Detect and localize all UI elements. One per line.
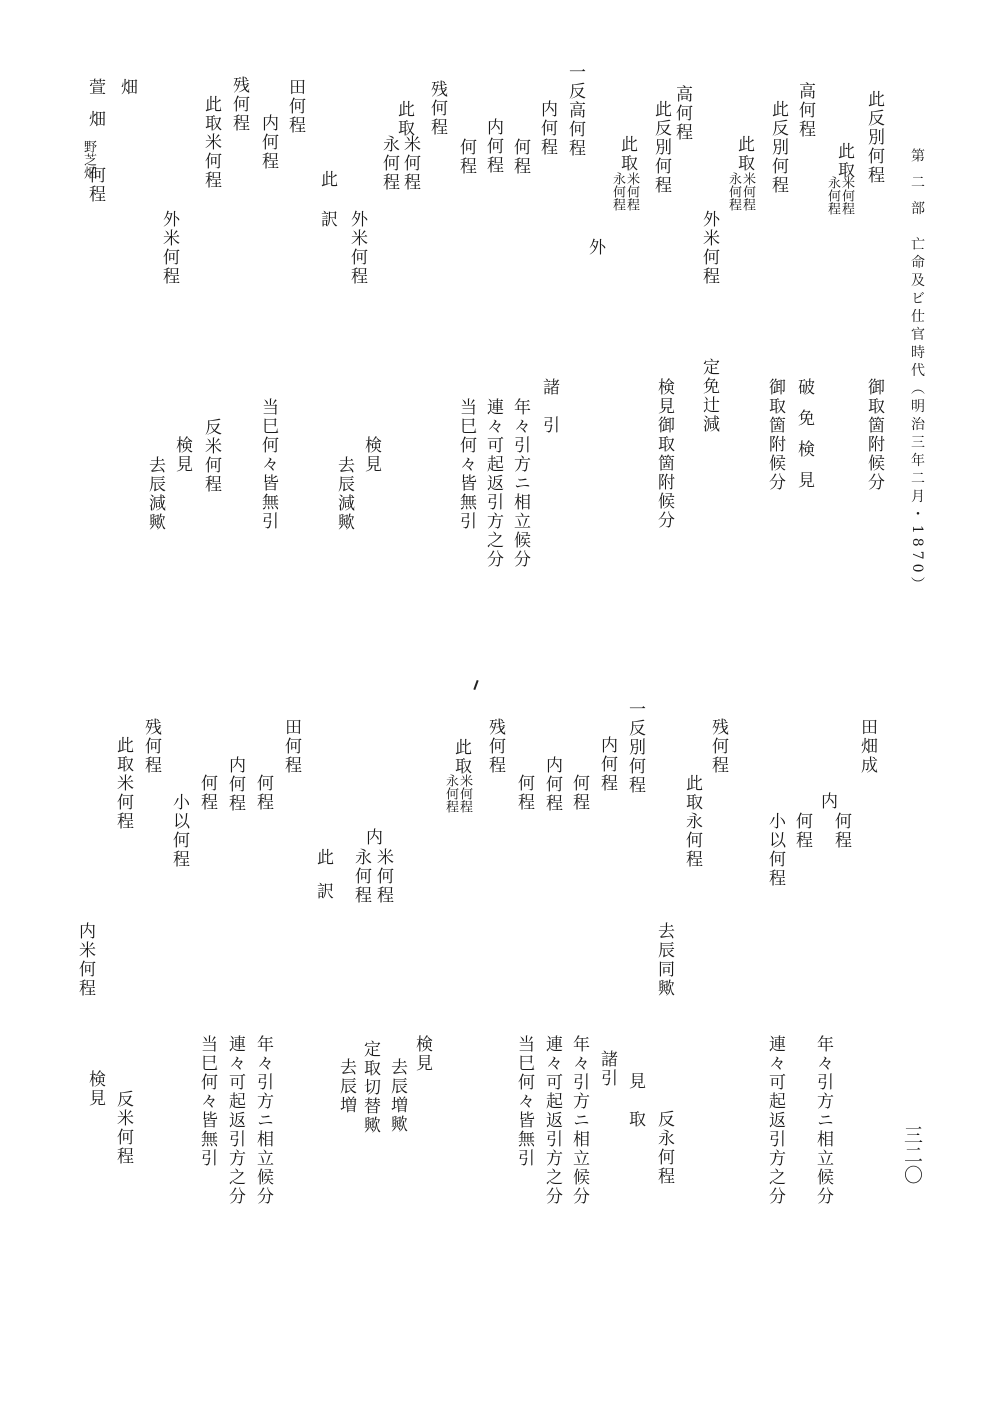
text-column: 此取米何程 <box>201 95 221 190</box>
stray-mark <box>473 680 478 690</box>
text-column: 年々引方ニ相立候分 <box>253 1035 273 1206</box>
text-column-small: 米何程 <box>457 774 472 813</box>
text-column: 反米何程 <box>113 1090 133 1166</box>
text-column: 連々可起返引方之分 <box>483 398 503 569</box>
text-column: 諸 <box>539 378 559 397</box>
text-column: 何程 <box>197 774 217 812</box>
text-column: 定免辻減 <box>699 358 719 434</box>
text-column: 永何程 <box>351 848 371 905</box>
text-column: 田畑成 <box>857 718 877 775</box>
text-column: 連々可起返引方之分 <box>542 1035 562 1206</box>
text-column: 小以何程 <box>169 793 189 869</box>
text-column: 米何程 <box>373 848 393 905</box>
text-column: 検見 <box>361 436 381 474</box>
text-column: 連々可起返引方之分 <box>225 1035 245 1206</box>
text-column: 永何程 <box>379 135 399 192</box>
text-column: 此取永何程 <box>682 774 702 869</box>
text-column-small: 野芝畑 <box>81 140 96 179</box>
text-column: 何程 <box>456 138 476 176</box>
text-column: 年々引方ニ相立候分 <box>569 1035 589 1206</box>
running-header: 第 二 部 亡命及ビ仕官時代（明治三年二月・1870） <box>909 148 925 595</box>
text-column: 去辰減歟 <box>334 456 354 532</box>
text-column: 検見 <box>172 436 192 474</box>
text-column: 残何程 <box>427 80 447 137</box>
text-column: 畑 <box>85 110 105 129</box>
text-column: 一反別何程 <box>625 700 645 795</box>
text-column: 内米何程 <box>75 922 95 998</box>
text-column: 残何程 <box>229 76 249 133</box>
text-column: 残何程 <box>708 718 728 775</box>
text-column-small: 永何程 <box>726 172 741 211</box>
text-column: 内何程 <box>483 118 503 175</box>
text-column-small: 米何程 <box>740 172 755 211</box>
text-column: 去辰減歟 <box>145 456 165 532</box>
text-column: 去辰増 <box>336 1058 356 1115</box>
text-column-small: 米何程 <box>624 172 639 211</box>
text-column: 此反別何程 <box>768 100 788 195</box>
text-column: 反米何程 <box>201 418 221 494</box>
text-column: 検見 <box>85 1070 105 1108</box>
text-column: 引 <box>539 416 559 435</box>
text-column: 内 <box>362 828 382 847</box>
text-column: 去辰同歟 <box>654 922 674 998</box>
text-column: 此取 <box>734 135 754 173</box>
text-column: 此反別何程 <box>864 90 884 185</box>
text-column: 御取箇附候分 <box>765 378 785 492</box>
text-column: 見 <box>625 1072 645 1091</box>
text-column: 何程 <box>253 774 273 812</box>
text-column-small: 米何程 <box>839 176 854 215</box>
text-column: 内何程 <box>258 114 278 171</box>
text-column: 反永何程 <box>654 1110 674 1186</box>
text-column: 内何程 <box>225 756 245 813</box>
text-column-small: 永何程 <box>443 774 458 813</box>
text-column: 残何程 <box>141 718 161 775</box>
text-column: 訳 <box>317 210 337 229</box>
text-column: 田何程 <box>285 78 305 135</box>
text-column: 此 <box>317 170 337 189</box>
text-column: 検見 <box>412 1035 432 1073</box>
text-column: 年々引方ニ相立候分 <box>813 1035 833 1206</box>
text-column: 此取 <box>394 100 414 138</box>
text-column-small: 永何程 <box>610 172 625 211</box>
text-column: 高何程 <box>672 85 692 142</box>
text-column: 高何程 <box>795 82 815 139</box>
text-column: 畑 <box>117 78 137 97</box>
text-column: 外米何程 <box>699 210 719 286</box>
text-column: 何程 <box>510 138 530 176</box>
text-column: 残何程 <box>485 718 505 775</box>
text-column: 此取 <box>451 738 471 776</box>
text-column-small: 永何程 <box>825 176 840 215</box>
text-column: 当巳何々皆無引 <box>258 398 278 531</box>
text-column: 此取 <box>617 135 637 173</box>
text-column: 何程 <box>831 812 851 850</box>
text-column: 訳 <box>313 882 333 901</box>
text-column: 年々引方ニ相立候分 <box>510 398 530 569</box>
text-column: 取 <box>625 1110 645 1129</box>
text-column: 外 <box>585 238 605 257</box>
text-column: 此取米何程 <box>113 736 133 831</box>
text-column: 此反別何程 <box>651 100 671 195</box>
text-column: 当巳何々皆無引 <box>514 1035 534 1168</box>
text-column: 諸引 <box>597 1050 617 1088</box>
text-column: 検見御取箇附候分 <box>654 378 674 530</box>
page-number: 三二〇 <box>901 1125 923 1185</box>
text-column: 定取切替歟 <box>360 1040 380 1135</box>
text-column: 此 <box>313 848 333 867</box>
text-column: 米何程 <box>400 135 420 192</box>
text-column: 一反高何程 <box>565 63 585 158</box>
text-column: 萱 <box>85 78 105 97</box>
text-column: 当巳何々皆無引 <box>456 398 476 531</box>
text-column: 何程 <box>569 774 589 812</box>
text-column: 内何程 <box>542 756 562 813</box>
text-column: 外米何程 <box>159 210 179 286</box>
text-column: 内何程 <box>597 736 617 793</box>
text-column: 内 <box>817 792 837 811</box>
text-column: 去辰増歟 <box>387 1058 407 1134</box>
text-column: 此取 <box>834 142 854 180</box>
text-column: 何程 <box>792 812 812 850</box>
text-column: 何程 <box>85 166 105 204</box>
text-column: 破免検見 <box>794 378 814 502</box>
text-column: 御取箇附候分 <box>864 378 884 492</box>
text-column: 何程 <box>514 774 534 812</box>
text-column: 内何程 <box>537 100 557 157</box>
text-column: 外米何程 <box>347 210 367 286</box>
text-column: 当巳何々皆無引 <box>197 1035 217 1168</box>
text-column: 田何程 <box>281 718 301 775</box>
text-column: 小以何程 <box>765 812 785 888</box>
text-column: 連々可起返引方之分 <box>765 1035 785 1206</box>
